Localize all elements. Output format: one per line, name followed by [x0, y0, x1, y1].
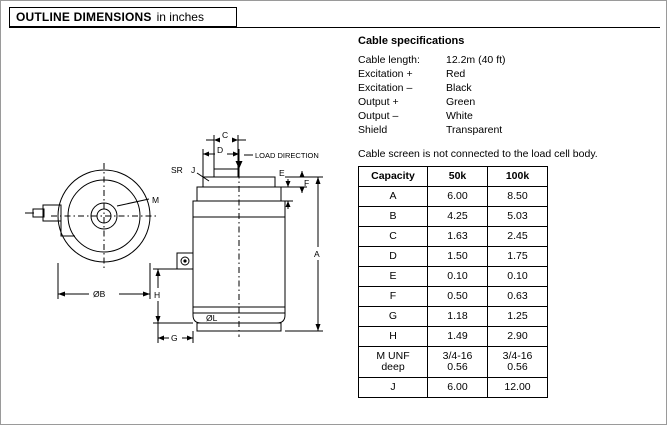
- label-diameter-l: ØL: [206, 313, 218, 323]
- cell-dim: F: [359, 287, 428, 307]
- header-divider: [9, 27, 660, 28]
- cell-100k-line2: 0.56: [507, 361, 528, 373]
- label-load-direction: LOAD DIRECTION: [255, 151, 319, 160]
- label-m: M: [152, 195, 160, 205]
- table-row: [359, 247, 548, 267]
- cell-50k: 0.10: [428, 267, 488, 287]
- label-c: C: [222, 130, 229, 140]
- label-e: E: [279, 168, 285, 178]
- cell-100k: 1.25: [488, 307, 548, 327]
- label-g: G: [171, 333, 178, 343]
- cell-50k: 1.50: [428, 247, 488, 267]
- cell-dim: [359, 347, 428, 378]
- cell-100k-line1: 3/4-16: [502, 350, 533, 362]
- cell-50k: 1.49: [428, 327, 488, 347]
- table-row: [359, 307, 548, 327]
- spec-value: Black: [446, 82, 472, 94]
- spec-value: Green: [446, 96, 476, 108]
- table-row: [359, 327, 548, 347]
- spec-label: Excitation +: [358, 68, 413, 80]
- cell-dim-line1: M UNF: [376, 350, 410, 362]
- spec-row-excitation-plus: [358, 67, 658, 81]
- cell-100k: 5.03: [488, 207, 548, 227]
- cell-50k: 6.00: [428, 378, 488, 398]
- cable-specifications-title: Cable specifications: [358, 35, 465, 47]
- label-sr: SR: [171, 165, 183, 175]
- spec-row-output-plus: [358, 95, 658, 109]
- cell-100k: 12.00: [488, 378, 548, 398]
- cell-100k: 8.50: [488, 187, 548, 207]
- cell-dim: H: [359, 327, 428, 347]
- page-title-box: [9, 7, 237, 27]
- cable-specifications: [358, 35, 658, 160]
- cell-50k: [428, 347, 488, 378]
- label-h: H: [154, 290, 161, 300]
- cell-50k: 4.25: [428, 207, 488, 227]
- label-d: D: [217, 145, 224, 155]
- table-row: [359, 378, 548, 398]
- cell-dim-line2: deep: [381, 361, 405, 373]
- header-50k: 50k: [428, 167, 488, 187]
- table-row: [359, 187, 548, 207]
- cell-dim: D: [359, 247, 428, 267]
- table-header-row: [359, 167, 548, 187]
- cable-gland-neck: [33, 209, 44, 217]
- spec-value: Red: [446, 68, 466, 80]
- label-f: F: [304, 178, 310, 188]
- spec-label: Shield: [358, 124, 388, 136]
- cell-dim: E: [359, 267, 428, 287]
- page-title: OUTLINE DIMENSIONS: [16, 10, 152, 24]
- table-row: [359, 207, 548, 227]
- cell-50k-line1: 3/4-16: [442, 350, 473, 362]
- cell-dim: J: [359, 378, 428, 398]
- dimension-table: [358, 166, 548, 398]
- cell-100k: 0.63: [488, 287, 548, 307]
- spec-row-excitation-minus: [358, 81, 658, 95]
- spec-label: Output –: [358, 110, 399, 122]
- spec-value: White: [446, 110, 473, 122]
- header-capacity: Capacity: [359, 167, 428, 187]
- load-button: [214, 169, 238, 177]
- cell-50k: 1.18: [428, 307, 488, 327]
- outline-drawing: [1, 31, 351, 421]
- cell-dim: C: [359, 227, 428, 247]
- cell-50k: 1.63: [428, 227, 488, 247]
- cell-dim: B: [359, 207, 428, 227]
- cell-50k: 0.50: [428, 287, 488, 307]
- table-row: [359, 287, 548, 307]
- spec-row-output-minus: [358, 109, 658, 123]
- cell-100k: 2.45: [488, 227, 548, 247]
- cell-100k: [488, 347, 548, 378]
- spec-row-cable-length: [358, 53, 658, 67]
- spec-value: 12.2m (40 ft): [446, 54, 506, 66]
- table-row: [359, 267, 548, 287]
- spec-value: Transparent: [446, 124, 503, 136]
- cell-100k: 0.10: [488, 267, 548, 287]
- spec-label: Cable length:: [358, 54, 420, 66]
- cell-50k: 6.00: [428, 187, 488, 207]
- cell-50k-line2: 0.56: [447, 361, 468, 373]
- label-diameter-b: ØB: [93, 289, 106, 299]
- label-a: A: [314, 249, 320, 259]
- spec-label: Excitation –: [358, 82, 413, 94]
- header-100k: 100k: [488, 167, 548, 187]
- m-leader: [117, 199, 149, 206]
- cell-100k: 2.90: [488, 327, 548, 347]
- cable-screen-note: Cable screen is not connected to the load cell body.: [358, 148, 598, 160]
- cell-dim: A: [359, 187, 428, 207]
- load-cell-drawing-svg: [1, 31, 351, 421]
- label-j: J: [191, 165, 196, 175]
- table-row: [359, 227, 548, 247]
- spec-row-shield: [358, 123, 658, 137]
- cell-100k: 1.75: [488, 247, 548, 267]
- spec-label: Output +: [358, 96, 399, 108]
- page-title-suffix: in inches: [156, 10, 204, 24]
- table-row: [359, 347, 548, 378]
- cell-dim: G: [359, 307, 428, 327]
